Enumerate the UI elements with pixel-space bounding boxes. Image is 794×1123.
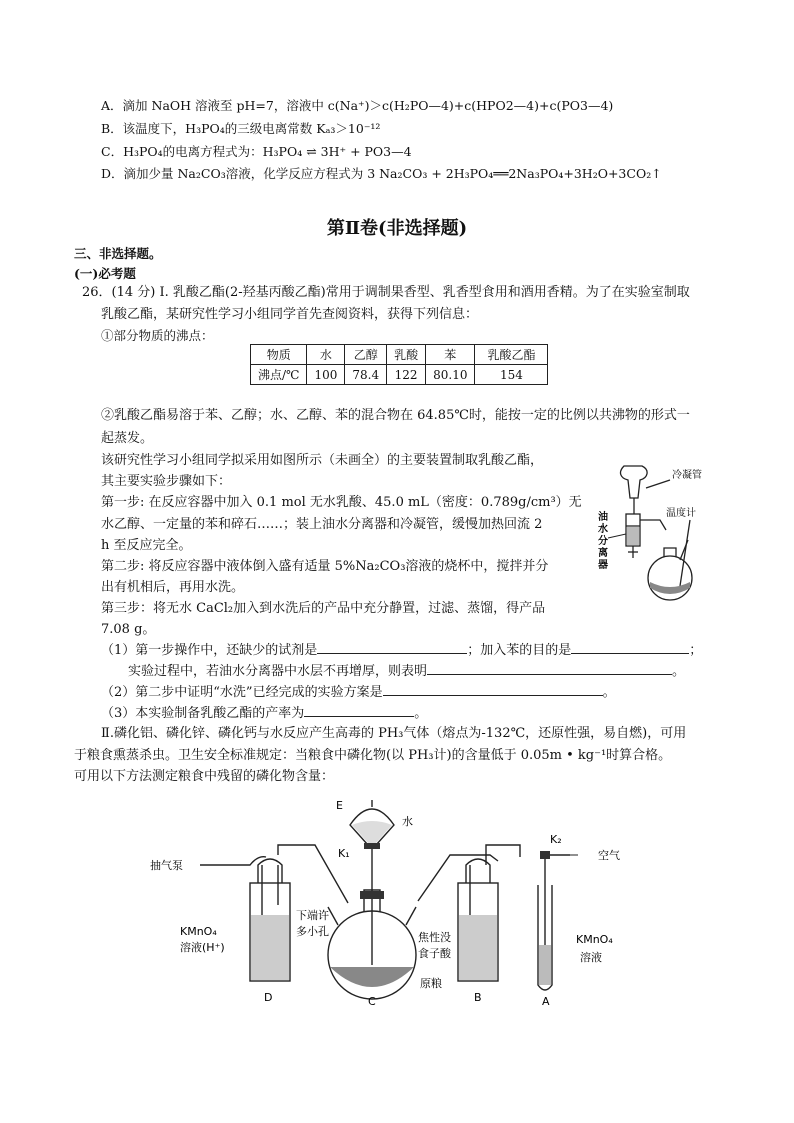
holes-label-2: 多小孔 bbox=[296, 925, 329, 938]
setup-line1: 该研究性学习小组同学拟采用如图所示（未画全）的主要装置制取乳酸乙酯， bbox=[101, 453, 544, 468]
flask-c-label: C bbox=[368, 995, 376, 1008]
part2-line1: Ⅱ.磷化铝、磷化锌、磷化钙与水反应产生高毒的 PH₃气体（熔点为-132℃，还原性强，易自燃)，可用 bbox=[101, 726, 687, 741]
q26-line2: 乳酸乙酯，某研究性学习小组同学首先查阅资料，获得下列信息： bbox=[101, 307, 479, 322]
table-cell: 乙醇 bbox=[345, 345, 387, 365]
question-1c bbox=[128, 661, 685, 683]
part2-line3: 可用以下方法测定粮食中残留的磷化物含量： bbox=[74, 769, 335, 784]
required-heading: (一)必考题 bbox=[74, 266, 136, 281]
kmno4-a-label-2: 溶液 bbox=[580, 951, 602, 964]
q2-text: （2）第二步中证明“水洗”已经完成的实验方案是 bbox=[101, 685, 383, 700]
answer-blank[interactable] bbox=[427, 662, 672, 675]
table-cell: 122 bbox=[387, 365, 426, 385]
bottle-b-label: B bbox=[474, 991, 482, 1004]
separator-label-1: 油 bbox=[598, 512, 608, 523]
punctuation: 。 bbox=[602, 685, 616, 700]
kmno4-d-label: KMnO₄ bbox=[180, 925, 217, 938]
part-heading: 三、非选择题。 bbox=[74, 246, 162, 261]
punctuation: ； bbox=[689, 643, 703, 658]
k2-label: K₂ bbox=[550, 833, 562, 846]
step2-line1: 第二步: 将反应容器中液体倒入盛有适量 5%Na₂CO₃溶液的烧杯中，搅拌并分 bbox=[101, 559, 549, 574]
pyrogallol-label-2: 食子酸 bbox=[418, 947, 451, 960]
punctuation: 。 bbox=[414, 706, 428, 721]
question-2 bbox=[101, 682, 616, 704]
step3-line2: 7.08 g。 bbox=[101, 622, 156, 637]
info1: ①部分物质的沸点： bbox=[101, 328, 214, 343]
condenser-label: 冷凝管 bbox=[672, 470, 702, 481]
setup-line2: 其主要实验步骤如下： bbox=[101, 474, 232, 489]
reflux-apparatus-figure bbox=[580, 458, 720, 608]
table-cell: 乳酸乙酯 bbox=[475, 345, 548, 365]
step3-line1: 第三步：将无水 CaCl₂加入到水洗后的产品中充分静置，过滤、蒸馏，得产品 bbox=[101, 601, 546, 616]
answer-blank[interactable] bbox=[317, 641, 467, 654]
table-cell: 苯 bbox=[426, 345, 475, 365]
question-1a bbox=[101, 640, 702, 662]
question-3 bbox=[101, 703, 427, 725]
table-cell: 100 bbox=[307, 365, 345, 385]
pyrogallol-label-1: 焦性没 bbox=[418, 931, 451, 944]
q1c-text: 实验过程中，若油水分离器中水层不再增厚，则表明 bbox=[128, 664, 428, 679]
phosphine-apparatus-figure bbox=[150, 795, 640, 1010]
k1-label: K₁ bbox=[338, 847, 350, 860]
pump-label: 抽气泵 bbox=[150, 859, 183, 872]
kmno4-d-label-2: 溶液(H⁺) bbox=[180, 941, 225, 954]
funnel-e-label: E bbox=[336, 799, 343, 812]
table-cell: 78.4 bbox=[345, 365, 387, 385]
punctuation: 。 bbox=[672, 664, 686, 679]
table-cell: 物质 bbox=[251, 345, 307, 365]
tube-a-label: A bbox=[542, 995, 550, 1008]
answer-blank[interactable] bbox=[304, 704, 414, 717]
step1-line3: h 至反应完全。 bbox=[101, 538, 192, 553]
q26-line1: 26．(14 分) Ⅰ. 乳酸乙酯(2-羟基丙酸乙酯)常用于调制果香型、乳香型食用和酒用香精。为了在实验室制取 bbox=[82, 285, 690, 300]
separator-label-2: 水 bbox=[598, 524, 608, 535]
table-cell: 水 bbox=[307, 345, 345, 365]
info2-line2: 起蒸发。 bbox=[101, 431, 154, 446]
option-a: A．滴加 NaOH 溶液至 pH=7，溶液中 c(Na⁺)＞c(H₂PO—4)+c(HPO2—4)+c(PO3—4) bbox=[101, 98, 614, 113]
section-title: 第Ⅱ卷(非选择题) bbox=[326, 218, 468, 239]
q1-text-2: ；加入苯的目的是 bbox=[467, 643, 572, 658]
separator-label-4: 离 bbox=[598, 548, 608, 559]
thermometer-label: 温度计 bbox=[666, 508, 696, 519]
kmno4-a-label: KMnO₄ bbox=[576, 933, 613, 946]
separator-label-3: 分 bbox=[598, 536, 608, 547]
q1-text: （1）第一步操作中，还缺少的试剂是 bbox=[101, 643, 318, 658]
answer-blank[interactable] bbox=[383, 683, 603, 696]
option-b: B．该温度下，H₃PO₄的三级电离常数 Kₐ₃＞10⁻¹² bbox=[101, 121, 381, 136]
answer-blank[interactable] bbox=[571, 641, 689, 654]
water-label: 水 bbox=[402, 815, 413, 828]
boiling-point-table bbox=[250, 344, 548, 385]
holes-label-1: 下端许 bbox=[296, 909, 329, 922]
table-cell: 154 bbox=[475, 365, 548, 385]
bottle-d-label: D bbox=[264, 991, 273, 1004]
grain-label: 原粮 bbox=[420, 977, 442, 990]
step1-line1: 第一步: 在反应容器中加入 0.1 mol 无水乳酸、45.0 mL（密度：0.789g/cm³）无 bbox=[101, 495, 582, 510]
table-row bbox=[251, 345, 548, 365]
table-row bbox=[251, 365, 548, 385]
step2-line2: 出有机相后，再用水洗。 bbox=[101, 580, 245, 595]
separator-label-5: 器 bbox=[598, 560, 608, 571]
q3-text: （3）本实验制备乳酸乙酯的产率为 bbox=[101, 706, 305, 721]
info2-line1: ②乳酸乙酯易溶于苯、乙醇；水、乙醇、苯的混合物在 64.85℃时，能按一定的比例以共沸物的形式一 bbox=[101, 408, 690, 423]
air-label: 空气 bbox=[598, 849, 620, 862]
option-d: D．滴加少量 Na₂CO₃溶液，化学反应方程式为 3 Na₂CO₃ + 2H₃PO₄══2Na₃PO₄+3H₂O+3CO₂↑ bbox=[101, 166, 662, 181]
table-cell: 沸点/℃ bbox=[251, 365, 307, 385]
part2-line2: 于粮食熏蒸杀虫。卫生安全标准规定：当粮食中磷化物(以 PH₃计)的含量低于 0.05m • kg⁻¹时算合格。 bbox=[74, 748, 672, 763]
step1-line2: 水乙醇、一定量的苯和碎石……；装上油水分离器和冷凝管，缓慢加热回流 2 bbox=[101, 517, 543, 532]
table-cell: 80.10 bbox=[426, 365, 475, 385]
table-cell: 乳酸 bbox=[387, 345, 426, 365]
option-c: C．H₃PO₄的电离方程式为：H₃PO₄ ⇌ 3H⁺ + PO3—4 bbox=[101, 144, 412, 159]
